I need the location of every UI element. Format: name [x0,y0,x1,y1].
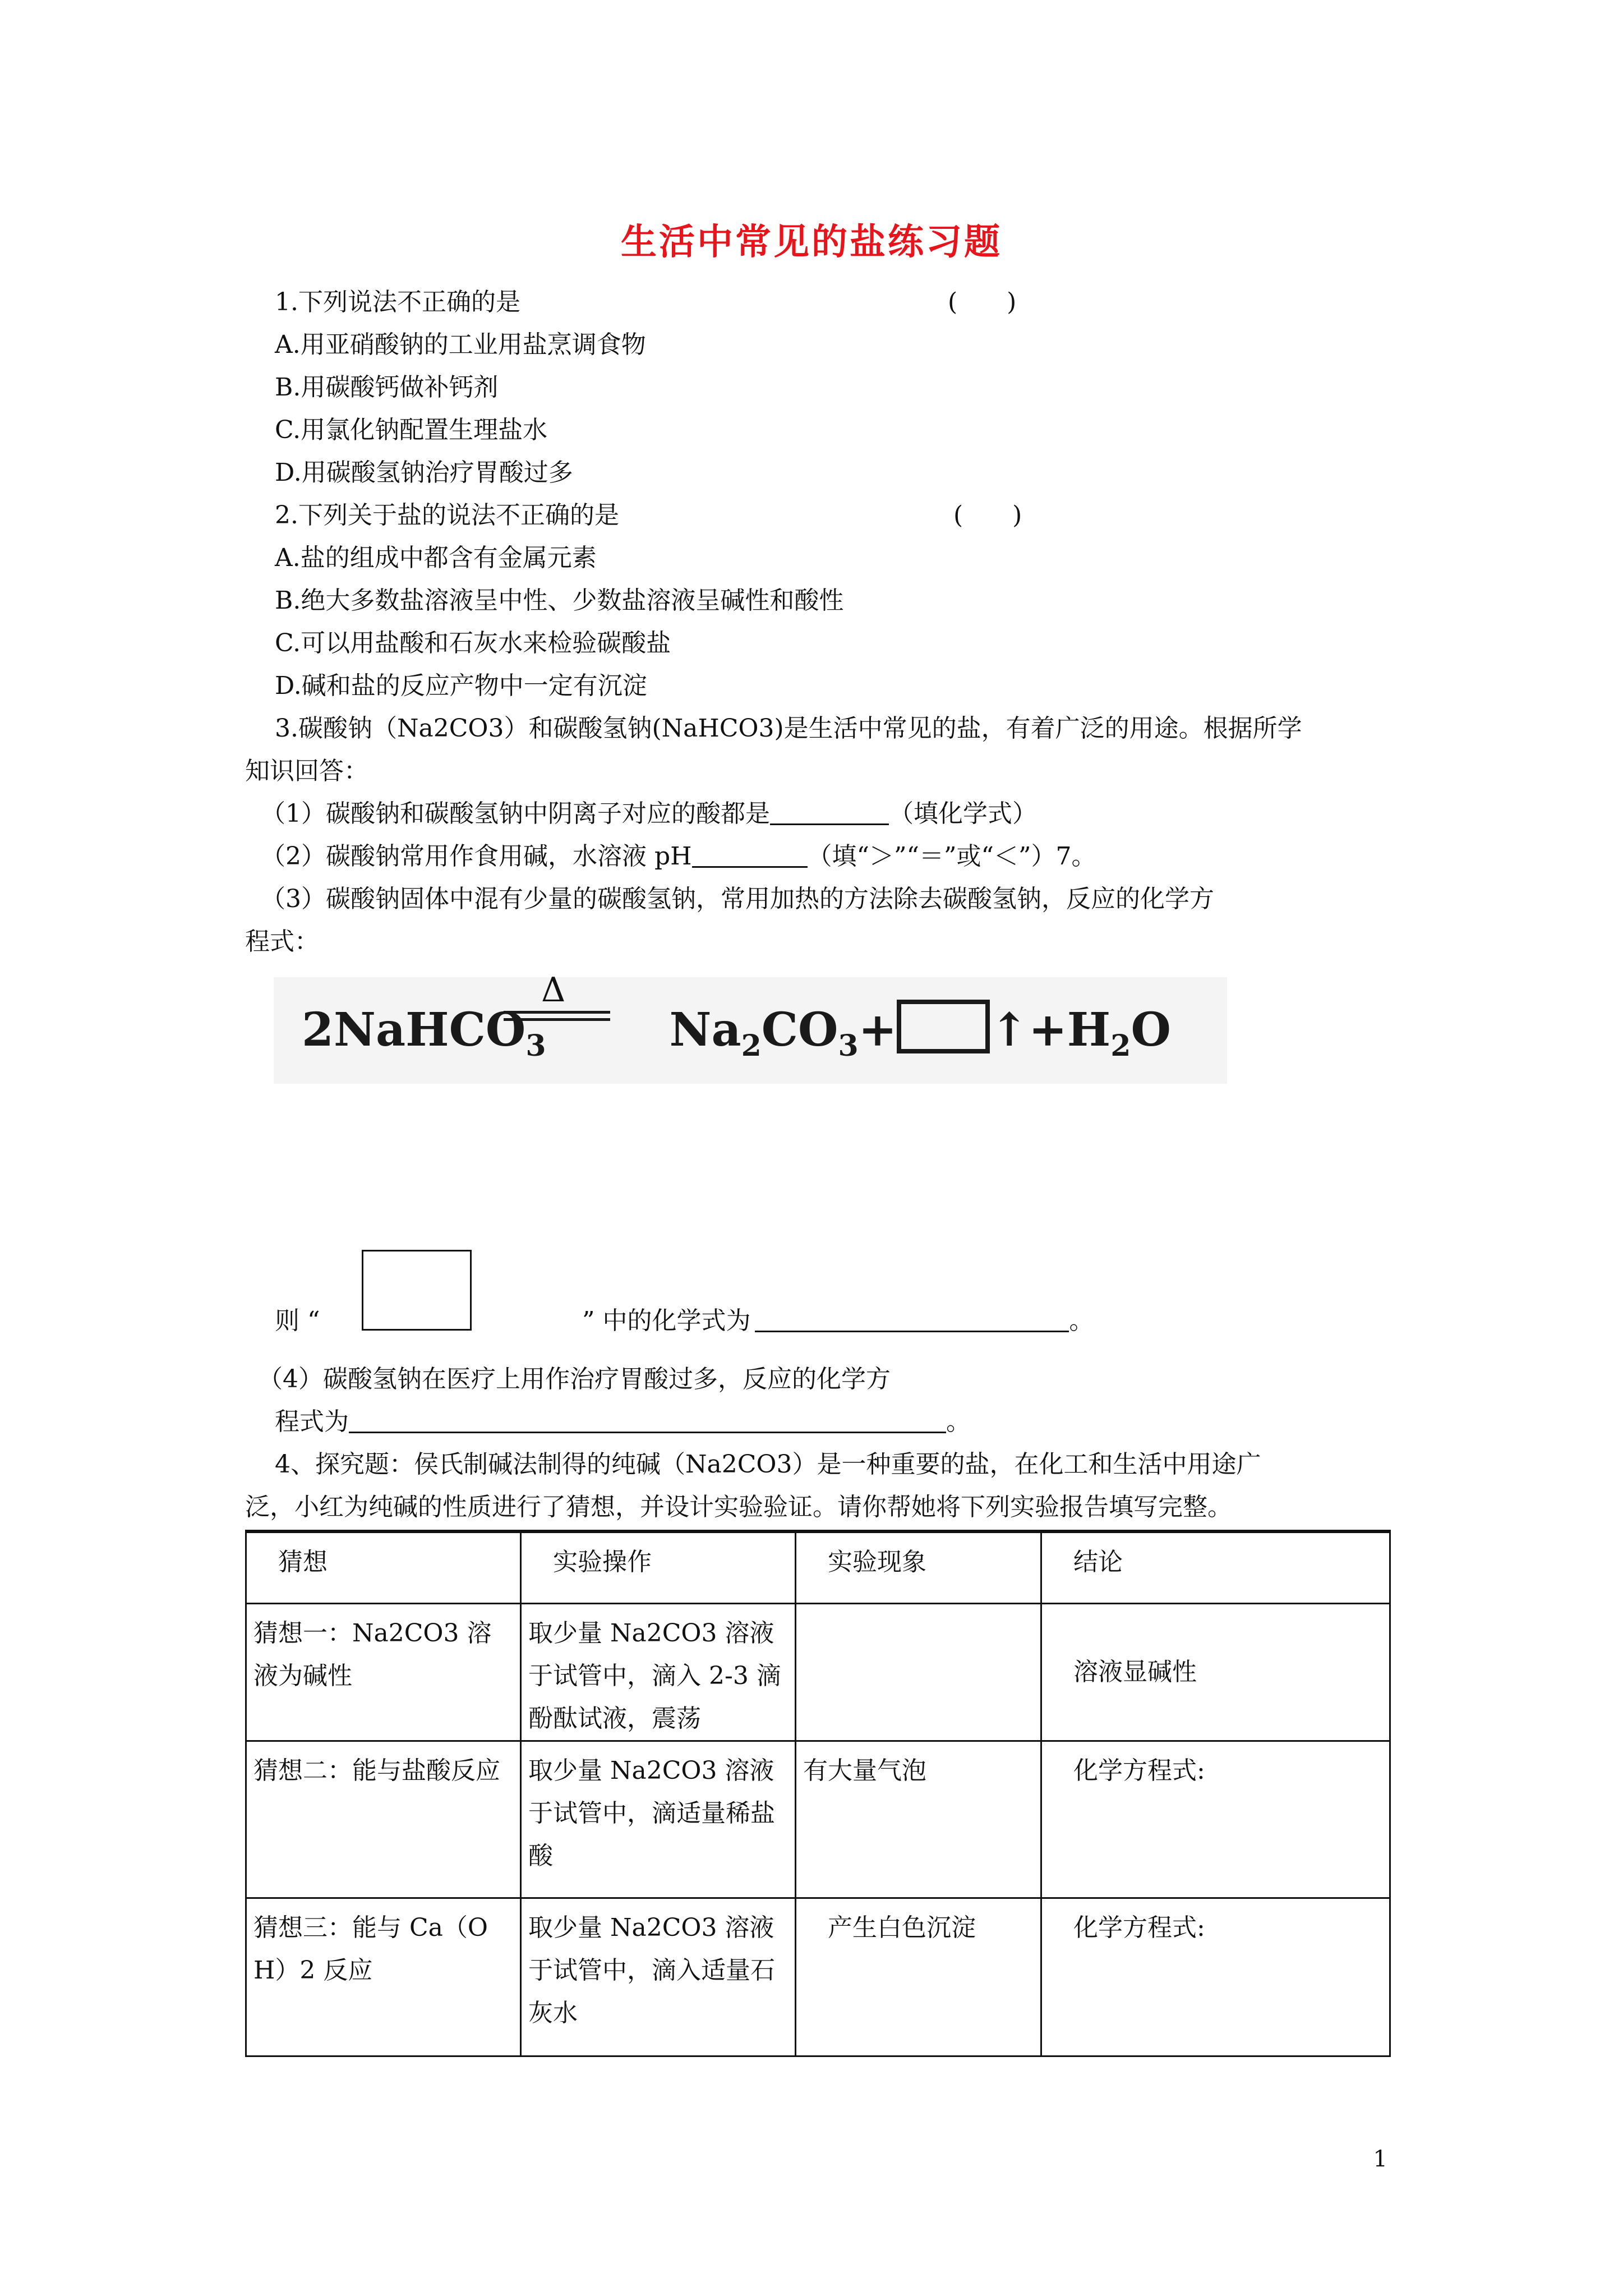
experiment-report-table [245,1530,1391,2057]
q3-part1-text: （1）碳酸钠和碳酸氢钠中阴离子对应的酸都是 [261,799,770,828]
q4-intro-line2: 泛，小红为纯碱的性质进行了猜想，并设计实验验证。请你帮她将下列实验报告填写完整。 [245,1493,1232,1521]
q1-option-a: A.用亚硝酸钠的工业用盐烹调食物 [275,330,646,359]
q1-option-c: C.用氯化钠配置生理盐水 [275,416,548,444]
chemical-equation-image [274,970,1227,1084]
table-row [246,1741,1390,1898]
q2-stem: 2.下列关于盐的说法不正确的是 [275,501,619,530]
q1-option-b: B.用碳酸钙做补钙剂 [275,373,499,402]
q1-option-d: D.用碳酸氢钠治疗胃酸过多 [275,458,573,487]
header-operation: 实验操作 [521,1531,796,1603]
q3-part2-answer-blank[interactable] [692,844,808,868]
q1-answer-paren: ( ) [948,288,1017,316]
header-hypothesis: 猜想 [246,1531,521,1603]
q3-part3-line2: 程式： [245,927,319,956]
q2-answer-paren: ( ) [953,501,1022,530]
cell-operation: 取少量 Na2CO3 溶液于试管中，滴适量稀盐酸 [521,1741,796,1898]
cell-hypothesis: 猜想二：能与盐酸反应 [246,1741,521,1898]
q2-option-b: B.绝大多数盐溶液呈中性、少数盐溶液呈碱性和酸性 [275,586,844,615]
q3-part2-text: （2）碳酸钠常用作食用碱，水溶液 pH [261,842,692,871]
page-number: 1 [1373,2146,1387,2172]
page-title: 生活中常见的盐练习题 [621,221,1002,263]
q3-fill-open: 则 “ [275,1306,320,1335]
q3-part3-line1: （3）碳酸钠固体中混有少量的碳酸氢钠，常用加热的方法除去碳酸氢钠，反应的化学方 [261,885,1214,913]
q3-part1-hint: （填化学式） [889,799,1037,828]
eq-answer-box[interactable] [897,1000,990,1053]
eq-product1-sub2: 3 [838,1029,859,1063]
eq-water-o: O [1131,1003,1171,1057]
q3-part4-period: 。 [946,1407,971,1436]
q3-part1-answer-blank[interactable] [770,801,889,825]
q3-fill-period: 。 [1069,1306,1094,1335]
q1-stem: 1.下列说法不正确的是 [275,288,520,316]
header-phenomenon: 实验现象 [796,1531,1041,1603]
q3-part2-hint: （填“＞”“＝”或“＜”）7。 [807,842,1096,871]
q2-option-a: A.盐的组成中都含有金属元素 [275,544,597,572]
header-conclusion: 结论 [1041,1531,1390,1603]
cell-operation: 取少量 Na2CO3 溶液于试管中，滴入适量石灰水 [521,1898,796,2056]
eq-product1-a: Na [669,1003,741,1057]
q3-intro-line2: 知识回答： [245,757,368,785]
q2-option-d: D.碱和盐的反应产物中一定有沉淀 [275,671,647,700]
eq-product1-sub1: 2 [741,1029,762,1063]
chemical-equation [302,1000,1171,1074]
eq-product1-b: CO [761,1003,838,1057]
cell-phenomenon-blank[interactable] [796,1603,1041,1741]
cell-hypothesis: 猜想三：能与 Ca（OH）2 反应 [246,1898,521,2056]
q3-formula-answer-blank[interactable] [755,1308,1069,1332]
eq-gas-arrow-water: ↑+H [990,1003,1111,1057]
cell-conclusion: 溶液显碱性 [1041,1603,1390,1741]
eq-water-sub: 2 [1110,1029,1131,1063]
table-row [246,1898,1390,2056]
q3-part4-line1: （4）碳酸氢钠在医疗上用作治疗胃酸过多，反应的化学方 [258,1365,891,1393]
cell-conclusion-equation[interactable]: 化学方程式: [1041,1741,1390,1898]
cell-operation: 取少量 Na2CO3 溶液于试管中，滴入 2-3 滴酚酞试液，震荡 [521,1603,796,1741]
q4-intro-line1: 4、探究题：侯氏制碱法制得的纯碱（Na2CO3）是一种重要的盐，在化工和生活中用途广 [275,1450,1261,1479]
eq-reactant: 2NaHCO [302,1003,526,1057]
q3-part1 [261,798,1037,830]
table-row [246,1603,1390,1741]
q3-part2 [261,840,1096,873]
eq-reactant-sub: 3 [525,1029,546,1063]
eq-plus: + [858,1003,897,1057]
heat-delta-symbol: Δ [541,970,566,1010]
cell-phenomenon: 有大量气泡 [796,1741,1041,1898]
q3-part4-answer-blank[interactable] [349,1409,946,1433]
q2-option-c: C.可以用盐酸和石灰水来检验碳酸盐 [275,629,671,657]
answer-box-drawing [362,1250,472,1331]
q3-part4-label: 程式为 [275,1407,349,1436]
cell-conclusion-equation[interactable]: 化学方程式: [1041,1898,1390,2056]
q3-fill-line [582,1305,1094,1337]
q3-part4-line2 [275,1406,971,1438]
cell-phenomenon: 产生白色沉淀 [796,1898,1041,2056]
cell-hypothesis: 猜想一：Na2CO3 溶液为碱性 [246,1603,521,1741]
table-header-row [246,1531,1390,1603]
q3-fill-close: ” 中的化学式为 [582,1306,751,1335]
q3-intro-line1: 3.碳酸钠（Na2CO3）和碳酸氢钠(NaHCO3)是生活中常见的盐，有着广泛的用途。根据所学 [275,714,1302,743]
